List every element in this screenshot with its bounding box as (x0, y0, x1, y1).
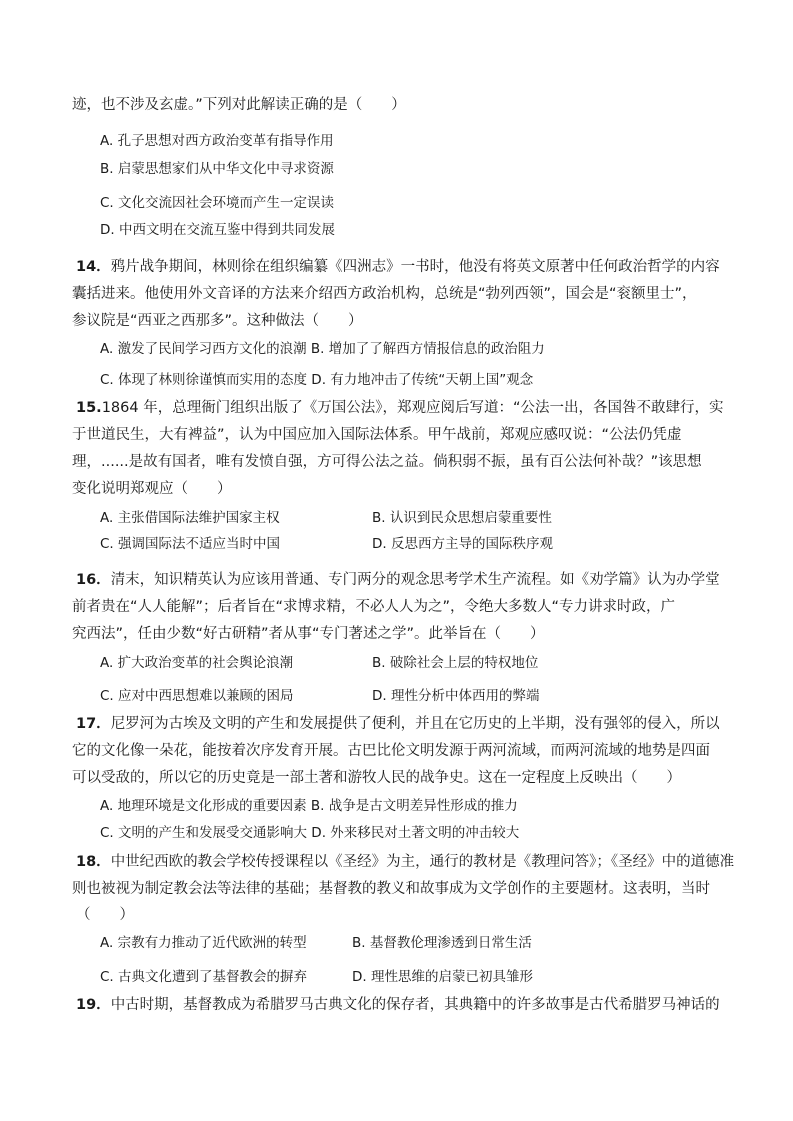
q17-options-cd[interactable]: C. 文明的产生和发展受交通影响大 D. 外来移民对土著文明的冲击较大 (100, 825, 520, 841)
q15-line-3: 理，......是故有国者，唯有发愤自强，方可得公法之益。倘积弱不振，虽有百公法何补哉？”该思想 (72, 454, 702, 470)
q16-line-2: 前者贵在“人人能解”；后者旨在“求博求精，不必人人为之”，令绝大多数人“专力讲求时政，广 (72, 599, 676, 615)
q13-stem-tail: 迹，也不涉及玄虚。”下列对此解读正确的是（ ） (72, 97, 406, 113)
q18-line-3: （ ） (76, 907, 134, 923)
q15-line-2: 于世道民生，大有裨益”，认为中国应加入国际法体系。甲午战前，郑观应感叹说：“公法仍凭虚 (72, 427, 682, 443)
q17-options-ab[interactable]: A. 地理环境是文化形成的重要因素 B. 战争是古文明差异性形成的推力 (100, 798, 518, 814)
q16-option-a[interactable]: A. 扩大政治变革的社会舆论浪潮 (100, 655, 294, 671)
q18-option-c[interactable]: C. 古典文化遭到了基督教会的摒弃 (100, 969, 308, 985)
q15-option-d[interactable]: D. 反思西方主导的国际秩序观 (372, 536, 553, 552)
q15-line-4: 变化说明郑观应（ ） (72, 481, 232, 497)
q16-option-b[interactable]: B. 破除社会上层的特权地位 (372, 655, 539, 671)
q17-line-1: 17．尼罗河为古埃及文明的产生和发展提供了便利，并且在它历史的上半期，没有强邻的侵入，所以 (76, 716, 720, 732)
q13-option-b[interactable]: B. 启蒙思想家们从中华文化中寻求资源 (100, 161, 334, 177)
q14-line-3: 参议院是“西亚之西那多”。这种做法（ ） (72, 313, 363, 329)
q16-option-d[interactable]: D. 理性分析中体西用的弊端 (372, 688, 540, 704)
q16-line-1: 16．清末，知识精英认为应该用普通、专门两分的观念思考学术生产流程。如《劝学篇》认为办学堂 (76, 572, 720, 588)
q18-number: 18． (76, 854, 111, 870)
q13-option-d[interactable]: D. 中西文明在交流互鉴中得到共同发展 (100, 222, 335, 238)
q13-option-c[interactable]: C. 文化交流因社会环境而产生一定误读 (100, 195, 335, 211)
q14-number: 14． (76, 259, 111, 275)
q14-line-2: 囊括进来。他使用外文音译的方法来介绍西方政治机构，总统是“勃列西领”，国会是“衮额里士”， (72, 286, 697, 302)
q15-option-a[interactable]: A. 主张借国际法维护国家主权 (100, 510, 280, 526)
q18-option-a[interactable]: A. 宗教有力推动了近代欧洲的转型 (100, 935, 307, 951)
q18-option-d[interactable]: D. 理性思维的启蒙已初具雏形 (352, 969, 533, 985)
q14-options-ab[interactable]: A. 激发了民间学习西方文化的浪潮 B. 增加了了解西方情报信息的政治阻力 (100, 341, 545, 357)
q17-line-2: 它的文化像一朵花，能按着次序发育开展。古巴比伦文明发源于两河流域，而两河流域的地势是四面 (72, 743, 710, 759)
q14-options-cd[interactable]: C. 体现了林则徐谨慎而实用的态度 D. 有力地冲击了传统“天朝上国”观念 (100, 372, 534, 388)
q16-line-3: 究西法”，任由少数“好古研精”者从事“专门著述之学”。此举旨在（ ） (72, 626, 545, 642)
q15-number: 15. (76, 400, 102, 416)
q13-option-a[interactable]: A. 孔子思想对西方政治变革有指导作用 (100, 133, 334, 149)
q18-line-1: 18．中世纪西欧的教会学校传授课程以《圣经》为主，通行的教材是《教理问答》；《圣经》中的道德准 (76, 854, 735, 870)
q17-number: 17． (76, 716, 111, 732)
q16-number: 16． (76, 572, 111, 588)
q19-line-1: 19．中古时期，基督教成为希腊罗马古典文化的保存者，其典籍中的许多故事是古代希腊罗马神话的 (76, 997, 720, 1013)
q17-line-3: 可以受敌的，所以它的历史竟是一部土著和游牧人民的战争史。这在一定程度上反映出（ ） (72, 770, 681, 786)
q19-number: 19． (76, 997, 111, 1013)
q16-option-c[interactable]: C. 应对中西思想难以兼顾的困局 (100, 688, 294, 704)
q18-line-2: 则也被视为制定教会法等法律的基础；基督教的教义和故事成为文学创作的主要题材。这表明，当时 (72, 881, 710, 897)
q15-line-1: 15.1864 年，总理衙门组织出版了《万国公法》，郑观应阅后写道：“公法一出，各国咎不敢肆行，实 (76, 400, 724, 416)
q15-option-c[interactable]: C. 强调国际法不适应当时中国 (100, 536, 281, 552)
q15-option-b[interactable]: B. 认识到民众思想启蒙重要性 (372, 510, 552, 526)
q18-option-b[interactable]: B. 基督教伦理渗透到日常生活 (352, 935, 532, 951)
q14-line-1: 14．鸦片战争期间，林则徐在组织编纂《四洲志》一书时，他没有将英文原著中任何政治哲学的内容 (76, 259, 720, 275)
